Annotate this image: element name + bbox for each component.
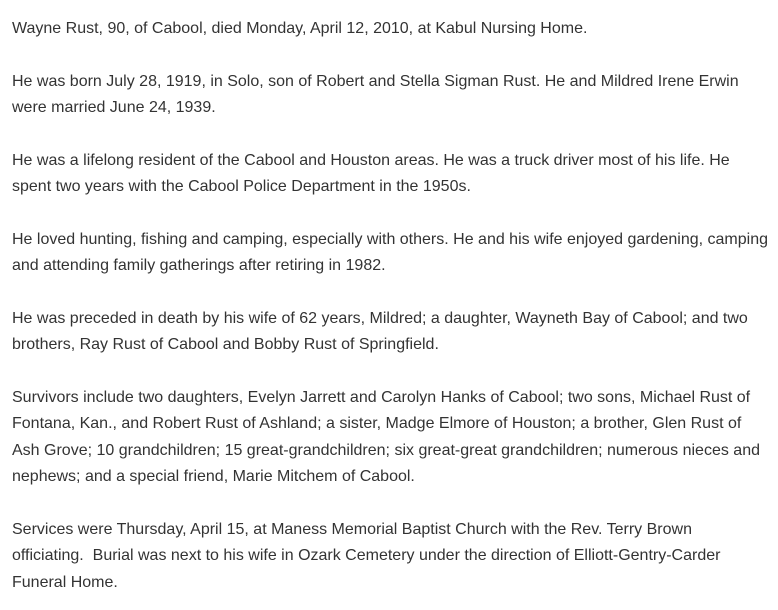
paragraph-birth-marriage: He was born July 28, 1919, in Solo, son of Robert and Stella Sigman Rust. He and Mildred Irene Erwin were married June 24, 1939. [12,72,744,116]
paragraph-survivors: Survivors include two daughters, Evelyn Jarrett and Carolyn Hanks of Cabool; two sons, Michael Rust of Fontana, Kan., and Robert Rust of Ashland; a sister, Madge Elmore of Houston; a brother, Glen Rust of Ash Grove; 10 grandchildren; 15 great-grandchildren; six great-great grandchildren; numerous nieces and nephews; and a special friend, Marie Mitchem of Cabool. [12,388,765,485]
paragraph-death-notice: Wayne Rust, 90, of Cabool, died Monday, April 12, 2010, at Kabul Nursing Home. [12,20,588,37]
paragraph-career: He was a lifelong resident of the Cabool and Houston areas. He was a truck driver most of his life. He spent two years with the Cabool Police Department in the 1950s. [12,151,735,195]
paragraph-hobbies: He loved hunting, fishing and camping, especially with others. He and his wife enjoyed gardening, camping and attending family gatherings after retiring in 1982. [12,230,773,274]
paragraph-services: Services were Thursday, April 15, at Maness Memorial Baptist Church with the Rev. Terry Brown officiating. Burial was next to his wife in Ozark Cemetery under the direction of Elliott-Gentry-Carder Funeral Home. [12,520,725,591]
paragraph-preceded-in-death: He was preceded in death by his wife of 62 years, Mildred; a daughter, Wayneth Bay of Cabool; and two brothers, Ray Rust of Cabool and Bobby Rust of Springfield. [12,309,753,353]
